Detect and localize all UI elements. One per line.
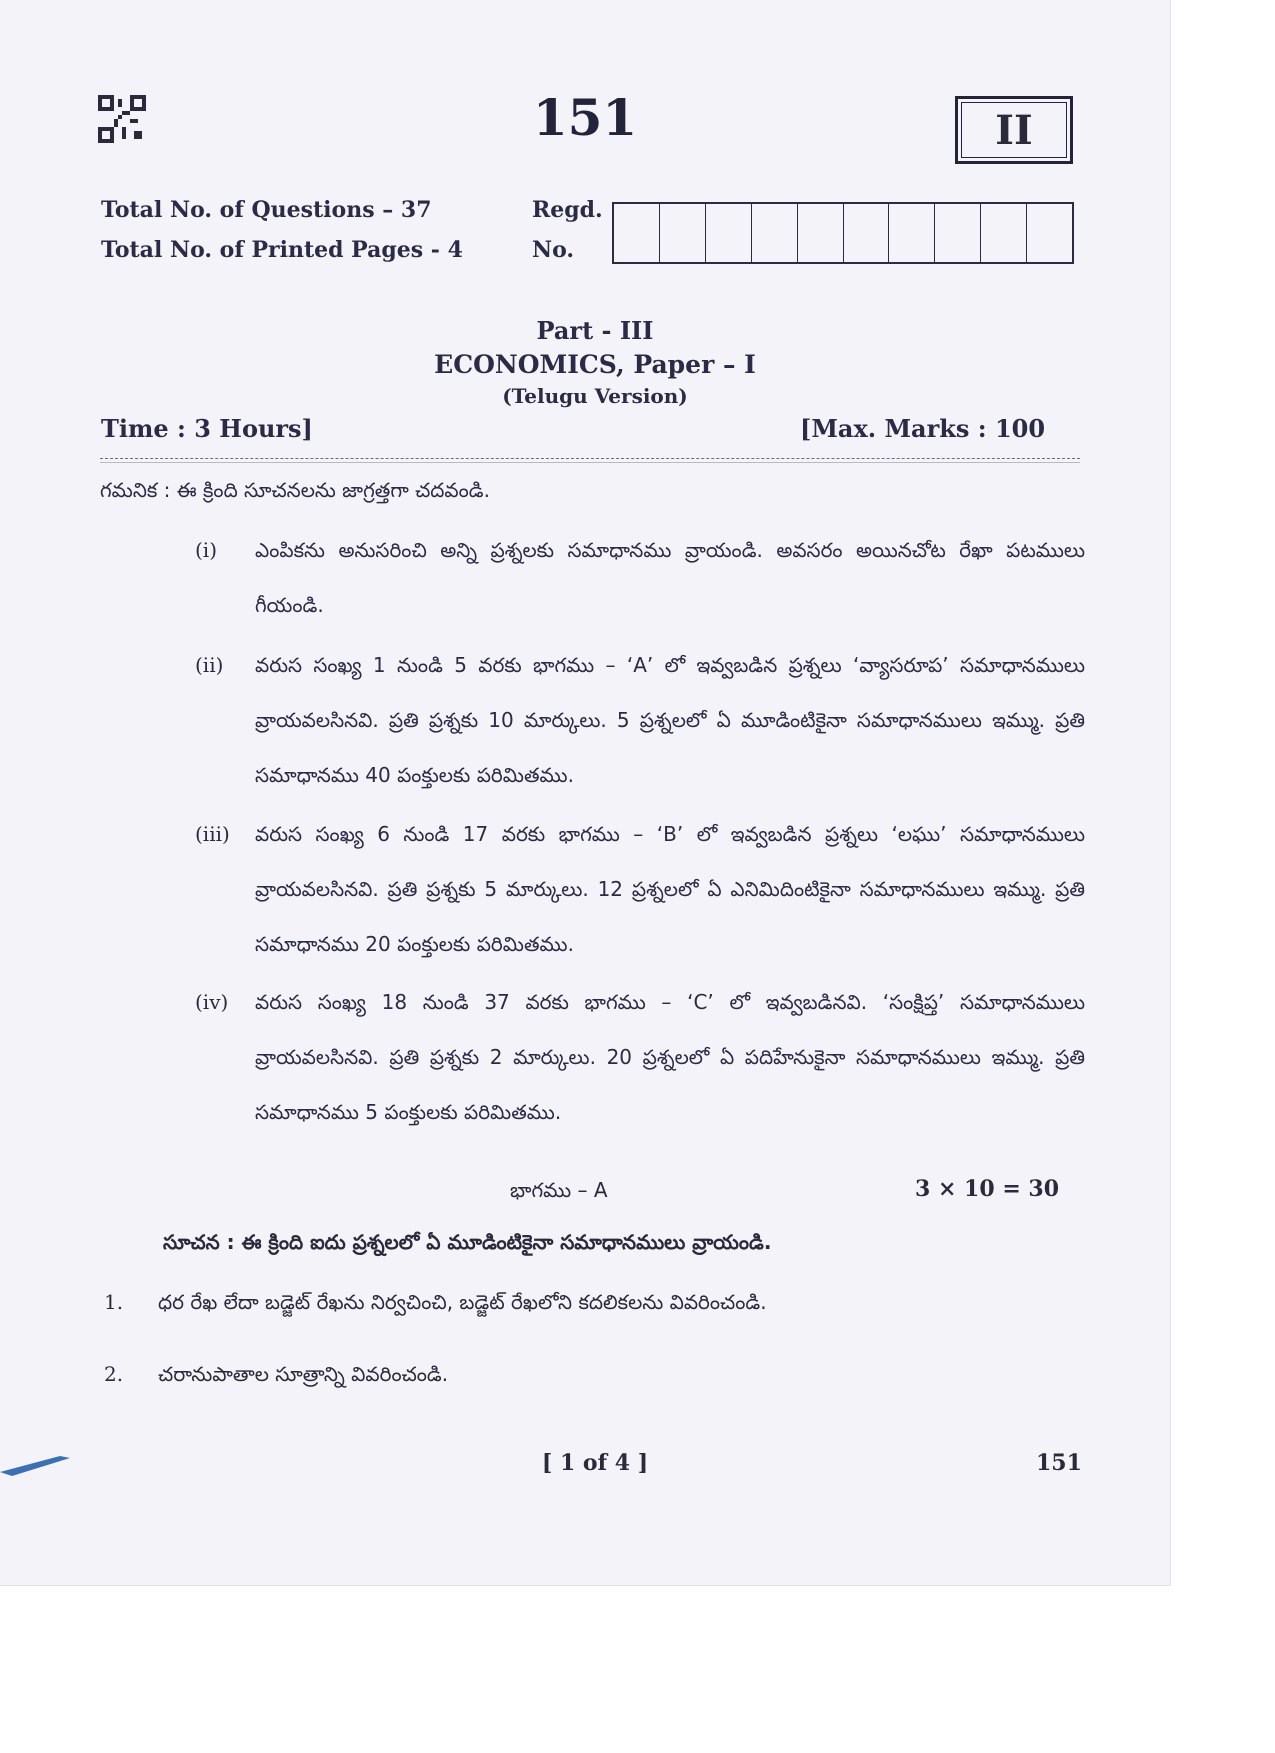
- set-label-box: [955, 96, 1073, 164]
- registration-digit-box[interactable]: [1027, 204, 1072, 262]
- question-text: చరానుపాతాల సూత్రాన్ని వివరించండి.: [158, 1362, 449, 1386]
- registration-digit-box[interactable]: [935, 204, 981, 262]
- time-label: Time : 3 Hours]: [101, 414, 313, 443]
- set-label: II: [961, 102, 1067, 158]
- registration-digit-box[interactable]: [614, 204, 660, 262]
- registration-digit-box[interactable]: [844, 204, 890, 262]
- instruction-text: వరుస సంఖ్య 1 నుండి 5 వరకు భాగము – ‘A’ లో ఇవ్వబడిన ప్రశ్నలు ‘వ్యాసరూప’ సమాధానములు వ్రాయవలసినవి. ప్రతి ప్రశ్నకు 10 మార్కులు. 5 ప్రశ్నలలో ఏ మూడింటికైనా సమాధానములు ఇమ్ము. ప్రతి సమాధానము 40 పంక్తులకు పరిమితము.: [255, 653, 1085, 787]
- section-a-heading: భాగము – A: [510, 1178, 608, 1202]
- registration-digit-box[interactable]: [798, 204, 844, 262]
- total-pages: Total No. of Printed Pages - 4: [101, 237, 463, 263]
- question-text: ధర రేఖ లేదా బడ్జెట్ రేఖను నిర్వచించి, బడ్జెట్ రేఖలోని కదలికలను వివరించండి.: [158, 1290, 767, 1314]
- registration-digit-box[interactable]: [660, 204, 706, 262]
- page-number: [ 1 of 4 ]: [541, 1450, 649, 1476]
- regd-no-label: No.: [532, 237, 575, 263]
- registration-number-boxes[interactable]: [612, 202, 1074, 264]
- instruction-item: [195, 638, 1085, 803]
- total-questions: Total No. of Questions – 37: [101, 197, 432, 223]
- registration-digit-box[interactable]: [752, 204, 798, 262]
- regd-label: Regd.: [532, 197, 603, 223]
- instruction-item: [195, 807, 1085, 972]
- question-number: 2.: [104, 1362, 124, 1386]
- registration-digit-box[interactable]: [889, 204, 935, 262]
- registration-digit-box[interactable]: [981, 204, 1027, 262]
- instruction-number: (ii): [195, 653, 224, 677]
- subject-title: ECONOMICS, Paper – I: [434, 350, 756, 379]
- max-marks-label: [Max. Marks : 100: [800, 414, 1046, 443]
- note-heading: గమనిక : ఈ క్రింది సూచనలను జాగ్రత్తగా చదవండి.: [100, 478, 490, 502]
- paper-code: 151: [532, 88, 638, 147]
- section-a-instruction: సూచన : ఈ క్రింది ఐదు ప్రశ్నలలో ఏ మూడింటికైనా సమాధానములు వ్రాయండి.: [163, 1230, 772, 1254]
- header-divider: [100, 458, 1080, 459]
- instruction-text: వరుస సంఖ్య 18 నుండి 37 వరకు భాగము – ‘C’ లో ఇవ్వబడినవి. ‘సంక్షిప్త’ సమాధానములు వ్రాయవలసినవి. ప్రతి ప్రశ్నకు 2 మార్కులు. 20 ప్రశ్నలలో ఏ పదిహేనుకైనా సమాధానములు ఇమ్ము. ప్రతి సమాధానము 5 పంక్తులకు పరిమితము.: [255, 990, 1085, 1124]
- instruction-number: (i): [195, 538, 218, 562]
- header-divider-lower: [100, 462, 1080, 463]
- instruction-text: ఎంపికను అనుసరించి అన్ని ప్రశ్నలకు సమాధానము వ్రాయండి. అవసరం అయినచోట రేఖా పటములు గీయండి.: [255, 538, 1085, 617]
- version-title: (Telugu Version): [502, 384, 688, 408]
- question-number: 1.: [104, 1290, 124, 1314]
- section-a-marks: 3 × 10 = 30: [915, 1176, 1060, 1202]
- instruction-number: (iii): [195, 822, 230, 846]
- instruction-number: (iv): [195, 990, 229, 1014]
- instruction-text: వరుస సంఖ్య 6 నుండి 17 వరకు భాగము – ‘B’ లో ఇవ్వబడిన ప్రశ్నలు ‘లఘు’ సమాధానములు వ్రాయవలసినవి. ప్రతి ప్రశ్నకు 5 మార్కులు. 12 ప్రశ్నలలో ఏ ఎనిమిదింటికైనా సమాధానములు ఇమ్ము. ప్రతి సమాధానము 20 పంక్తులకు పరిమితము.: [255, 822, 1085, 956]
- instruction-item: [195, 523, 1085, 633]
- registration-digit-box[interactable]: [706, 204, 752, 262]
- instruction-item: [195, 975, 1085, 1140]
- ink-mark-icon: [0, 1450, 90, 1480]
- footer-paper-code: 151: [1036, 1450, 1082, 1476]
- part-title: Part - III: [536, 316, 654, 345]
